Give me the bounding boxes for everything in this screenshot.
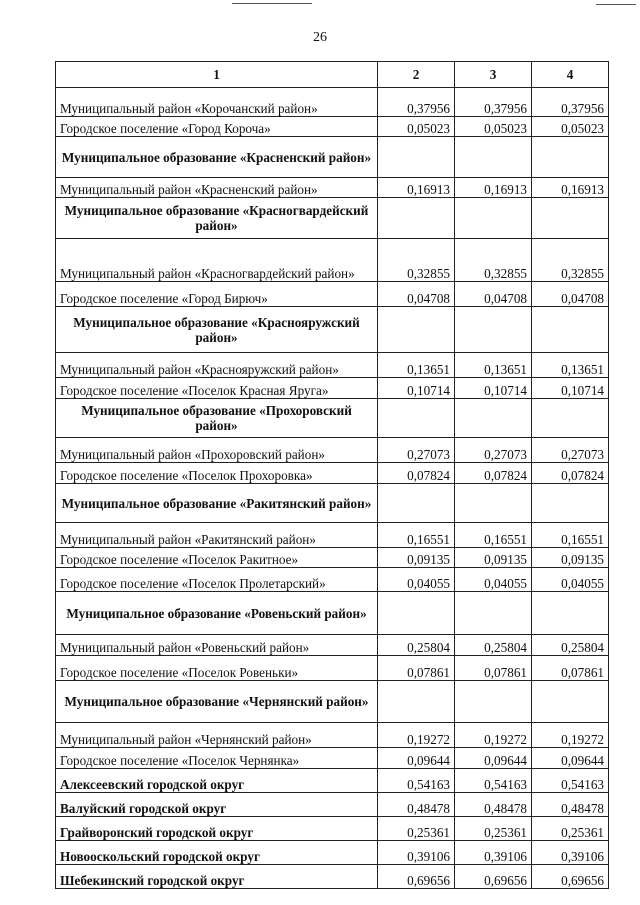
value-cell-col3 <box>455 198 532 239</box>
table-row <box>56 748 609 769</box>
table-row <box>56 239 609 282</box>
value-cell-col4: 0,69656 <box>532 865 609 889</box>
value-cell-col2: 0,13651 <box>378 353 455 378</box>
table-row <box>56 178 609 198</box>
section-row <box>56 399 609 438</box>
territory-name-cell: Алексеевский городской округ <box>56 769 378 793</box>
value-cell-col3: 0,16913 <box>455 178 532 198</box>
value-cell-col3 <box>455 137 532 178</box>
value-cell-col2 <box>378 681 455 723</box>
value-cell-col4 <box>532 198 609 239</box>
value-cell-col3: 0,19272 <box>455 723 532 748</box>
value-cell-col4: 0,48478 <box>532 793 609 817</box>
value-cell-col2: 0,39106 <box>378 841 455 865</box>
value-cell-col2: 0,54163 <box>378 769 455 793</box>
value-cell-col3: 0,25361 <box>455 817 532 841</box>
table-row <box>56 793 609 817</box>
section-title-cell: Муниципальное образование «Чернянский район» <box>56 681 378 723</box>
value-cell-col2: 0,19272 <box>378 723 455 748</box>
value-cell-col3: 0,04055 <box>455 568 532 592</box>
value-cell-col2: 0,09644 <box>378 748 455 769</box>
value-cell-col3: 0,25804 <box>455 635 532 656</box>
value-cell-col2: 0,69656 <box>378 865 455 889</box>
column-header-4: 4 <box>532 62 609 88</box>
value-cell-col2: 0,04708 <box>378 282 455 307</box>
scan-artifact-top <box>232 3 312 4</box>
value-cell-col3: 0,04708 <box>455 282 532 307</box>
territory-name-cell: Городское поселение «Поселок Чернянка» <box>56 748 378 769</box>
table-row <box>56 117 609 137</box>
territory-name-cell: Муниципальный район «Краснояружский район» <box>56 353 378 378</box>
page-number: 26 <box>313 30 327 45</box>
value-cell-col2: 0,48478 <box>378 793 455 817</box>
value-cell-col2: 0,32855 <box>378 239 455 282</box>
value-cell-col2: 0,16551 <box>378 523 455 548</box>
value-cell-col4: 0,09135 <box>532 548 609 568</box>
section-row <box>56 198 609 239</box>
value-cell-col3: 0,32855 <box>455 239 532 282</box>
value-cell-col4: 0,04708 <box>532 282 609 307</box>
value-cell-col2: 0,25361 <box>378 817 455 841</box>
table-row <box>56 769 609 793</box>
value-cell-col4: 0,27073 <box>532 438 609 463</box>
table-header-row <box>56 62 609 88</box>
territory-name-cell: Валуйский городской округ <box>56 793 378 817</box>
value-cell-col2: 0,25804 <box>378 635 455 656</box>
territory-name-cell: Муниципальный район «Красногвардейский район» <box>56 239 378 282</box>
table-body <box>56 88 609 889</box>
section-row <box>56 484 609 523</box>
value-cell-col4: 0,19272 <box>532 723 609 748</box>
table-row <box>56 723 609 748</box>
territory-name-cell: Городское поселение «Поселок Ракитное» <box>56 548 378 568</box>
value-cell-col3 <box>455 681 532 723</box>
territory-name-cell: Муниципальный район «Красненский район» <box>56 178 378 198</box>
section-title-cell: Муниципальное образование «Ракитянский район» <box>56 484 378 523</box>
section-row <box>56 681 609 723</box>
territory-name-cell: Городское поселение «Поселок Ровеньки» <box>56 656 378 681</box>
value-cell-col2 <box>378 307 455 353</box>
value-cell-col3: 0,16551 <box>455 523 532 548</box>
value-cell-col3 <box>455 592 532 635</box>
value-cell-col4: 0,13651 <box>532 353 609 378</box>
value-cell-col3: 0,13651 <box>455 353 532 378</box>
territory-name-cell: Шебекинский городской округ <box>56 865 378 889</box>
section-row <box>56 307 609 353</box>
value-cell-col4 <box>532 681 609 723</box>
value-cell-col3: 0,05023 <box>455 117 532 137</box>
value-cell-col4: 0,09644 <box>532 748 609 769</box>
value-cell-col2: 0,27073 <box>378 438 455 463</box>
table-row <box>56 865 609 889</box>
table-row <box>56 353 609 378</box>
value-cell-col2 <box>378 484 455 523</box>
territory-name-cell: Новооскольский городской округ <box>56 841 378 865</box>
section-title-cell: Муниципальное образование «Красногвардейский район» <box>56 198 378 239</box>
section-title-cell: Муниципальное образование «Краснояружский район» <box>56 307 378 353</box>
value-cell-col2 <box>378 592 455 635</box>
value-cell-col4: 0,25804 <box>532 635 609 656</box>
value-cell-col4 <box>532 484 609 523</box>
value-cell-col2: 0,37956 <box>378 88 455 117</box>
table-row <box>56 656 609 681</box>
column-header-1: 1 <box>56 62 378 88</box>
value-cell-col3: 0,39106 <box>455 841 532 865</box>
value-cell-col4: 0,05023 <box>532 117 609 137</box>
value-cell-col3: 0,09644 <box>455 748 532 769</box>
value-cell-col3: 0,07861 <box>455 656 532 681</box>
value-cell-col4: 0,07861 <box>532 656 609 681</box>
value-cell-col2 <box>378 399 455 438</box>
column-header-2: 2 <box>378 62 455 88</box>
value-cell-col4: 0,32855 <box>532 239 609 282</box>
value-cell-col3: 0,09135 <box>455 548 532 568</box>
value-cell-col2: 0,04055 <box>378 568 455 592</box>
value-cell-col3: 0,54163 <box>455 769 532 793</box>
table-row <box>56 282 609 307</box>
scan-artifact-corner <box>596 4 636 5</box>
section-title-cell: Муниципальное образование «Прохоровский район» <box>56 399 378 438</box>
value-cell-col4: 0,16913 <box>532 178 609 198</box>
column-header-3: 3 <box>455 62 532 88</box>
territory-name-cell: Городское поселение «Поселок Прохоровка» <box>56 463 378 484</box>
territory-name-cell: Муниципальный район «Ракитянский район» <box>56 523 378 548</box>
section-row <box>56 137 609 178</box>
territory-name-cell: Муниципальный район «Корочанский район» <box>56 88 378 117</box>
value-cell-col4 <box>532 137 609 178</box>
value-cell-col4: 0,07824 <box>532 463 609 484</box>
value-cell-col3 <box>455 484 532 523</box>
value-cell-col4 <box>532 592 609 635</box>
value-cell-col4: 0,10714 <box>532 378 609 399</box>
value-cell-col3 <box>455 399 532 438</box>
table-row <box>56 548 609 568</box>
value-cell-col4: 0,16551 <box>532 523 609 548</box>
value-cell-col3 <box>455 307 532 353</box>
value-cell-col4 <box>532 307 609 353</box>
territory-name-cell: Грайворонский городской округ <box>56 817 378 841</box>
territory-name-cell: Муниципальный район «Ровеньский район» <box>56 635 378 656</box>
value-cell-col2: 0,05023 <box>378 117 455 137</box>
value-cell-col4: 0,25361 <box>532 817 609 841</box>
value-cell-col2 <box>378 137 455 178</box>
value-cell-col3: 0,37956 <box>455 88 532 117</box>
table-row <box>56 635 609 656</box>
value-cell-col2: 0,07824 <box>378 463 455 484</box>
value-cell-col3: 0,69656 <box>455 865 532 889</box>
section-title-cell: Муниципальное образование «Ровеньский район» <box>56 592 378 635</box>
section-title-cell: Муниципальное образование «Красненский район» <box>56 137 378 178</box>
value-cell-col2: 0,10714 <box>378 378 455 399</box>
value-cell-col3: 0,07824 <box>455 463 532 484</box>
value-cell-col2 <box>378 198 455 239</box>
territory-name-cell: Городское поселение «Поселок Красная Яруга» <box>56 378 378 399</box>
table-row <box>56 88 609 117</box>
value-cell-col2: 0,07861 <box>378 656 455 681</box>
table-row <box>56 817 609 841</box>
allocation-table <box>55 61 609 889</box>
value-cell-col4: 0,54163 <box>532 769 609 793</box>
table-row <box>56 438 609 463</box>
value-cell-col4: 0,39106 <box>532 841 609 865</box>
table-row <box>56 463 609 484</box>
territory-name-cell: Муниципальный район «Прохоровский район» <box>56 438 378 463</box>
section-row <box>56 592 609 635</box>
value-cell-col2: 0,16913 <box>378 178 455 198</box>
value-cell-col4: 0,04055 <box>532 568 609 592</box>
table-row <box>56 841 609 865</box>
table-row <box>56 378 609 399</box>
value-cell-col2: 0,09135 <box>378 548 455 568</box>
table-row <box>56 523 609 548</box>
value-cell-col3: 0,48478 <box>455 793 532 817</box>
territory-name-cell: Муниципальный район «Чернянский район» <box>56 723 378 748</box>
table-row <box>56 568 609 592</box>
territory-name-cell: Городское поселение «Поселок Пролетарский» <box>56 568 378 592</box>
value-cell-col4 <box>532 399 609 438</box>
value-cell-col3: 0,27073 <box>455 438 532 463</box>
territory-name-cell: Городское поселение «Город Бирюч» <box>56 282 378 307</box>
value-cell-col3: 0,10714 <box>455 378 532 399</box>
value-cell-col4: 0,37956 <box>532 88 609 117</box>
territory-name-cell: Городское поселение «Город Короча» <box>56 117 378 137</box>
